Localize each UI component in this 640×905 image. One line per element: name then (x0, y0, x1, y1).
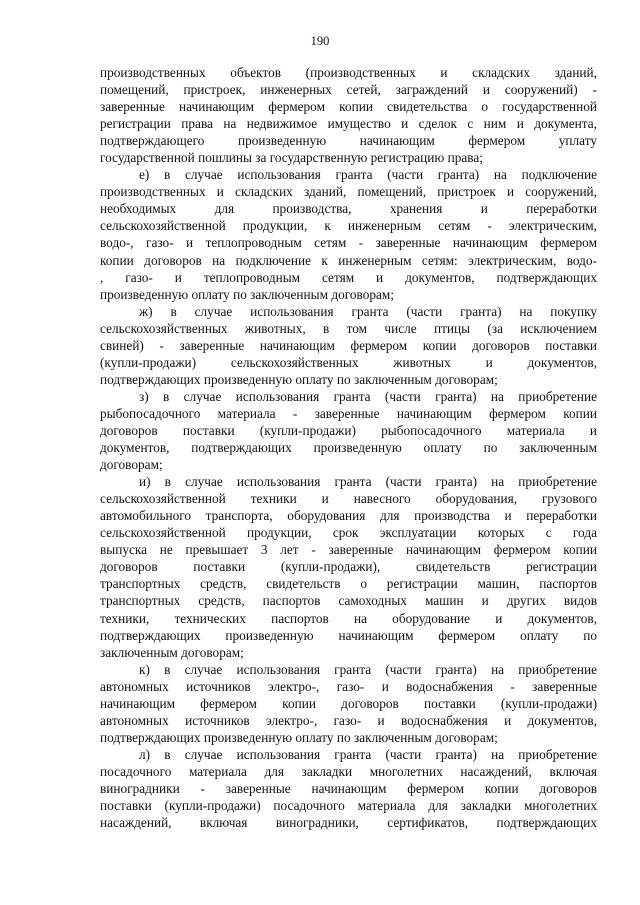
text-line: з) в случае использования гранта (части гранта) на приобретение (139, 388, 597, 404)
text-line: сельскохозяйственных животных, в том числе птицы (за исключением (100, 320, 597, 336)
text-line: копии договоров на подключение к инженерным сетям: электрическим, водо- (100, 252, 597, 268)
text-line: необходимых для производства, хранения и переработки (100, 201, 597, 217)
text-line: посадочного материала для закладки многолетних насаждений, включая (100, 763, 597, 779)
text-line: подтверждающих произведенную оплату по заключенным договорам; (100, 729, 498, 745)
text-line: насаждений, включая виноградники, сертификатов, подтверждающих (100, 815, 597, 831)
text-line: помещений, пристроек, инженерных сетей, заграждений и сооружений) - (100, 82, 597, 98)
text-line: сельскохозяйственной продукции, срок эксплуатации которых с года (100, 525, 597, 541)
text-line: подтверждающих произведенную оплату по заключенным договорам; (100, 371, 498, 387)
text-line: договорам; (100, 457, 163, 473)
text-line: государственной пошлины за государственную регистрацию права; (100, 150, 484, 166)
text-line: поставки (купли-продажи) посадочного материала для закладки многолетних (100, 798, 597, 814)
text-line: регистрации права на недвижимое имущество и сделок с ним и документа, (100, 116, 597, 132)
text-line: транспортных средств, свидетельств о регистрации машин, паспортов (100, 576, 597, 592)
text-line: л) в случае использования гранта (части гранта) на приобретение (139, 746, 597, 762)
text-line: е) в случае использования гранта (части гранта) на подключение (139, 167, 597, 183)
text-line: произведенную оплату по заключенным договорам; (100, 286, 395, 302)
text-line: к) в случае использования гранта (части гранта) на приобретение (139, 661, 597, 677)
text-line: заключенным договорам; (100, 644, 244, 660)
text-line: , газо- и теплопроводным сетям и документов, подтверждающих (100, 269, 597, 285)
text-line: подтверждающего произведенную начинающим фермером уплату (100, 133, 597, 149)
text-line: начинающим фермером копии договоров поставки (купли-продажи) (100, 695, 597, 711)
text-line: автомобильного транспорта, оборудования для производства и переработки (100, 508, 597, 524)
text-line: (купли-продажи) сельскохозяйственных животных и документов, (100, 354, 597, 370)
document-body (100, 64, 597, 831)
text-line: договоров поставки (купли-продажи) рыбопосадочного материала и (100, 422, 597, 438)
text-line: договоров поставки (купли-продажи), свидетельств регистрации (100, 559, 597, 575)
text-line: водо-, газо- и теплопроводным сетям - заверенные начинающим фермером (100, 235, 597, 251)
text-line: подтверждающих произведенную начинающим фермером оплату по (100, 627, 597, 643)
text-line: рыбопосадочного материала - заверенные начинающим фермером копии (100, 405, 597, 421)
text-line: техники, технических паспортов на оборудование и документов, (100, 610, 597, 626)
text-line: транспортных средств, паспортов самоходных машин и других видов (100, 593, 597, 609)
text-line: сельскохозяйственной продукции, к инженерным сетям - электрическим, (100, 218, 597, 234)
text-line: и) в случае использования гранта (части гранта) на приобретение (139, 474, 597, 490)
text-line: автономных источников электро-, газо- и водоснабжения и документов, (100, 712, 597, 728)
text-line: ж) в случае использования гранта (части гранта) на покупку (139, 303, 597, 319)
text-line: сельскохозяйственной техники и навесного оборудования, грузового (100, 491, 597, 507)
text-line: свиней) - заверенные начинающим фермером копии договоров поставки (100, 337, 597, 353)
text-line: производственных и складских зданий, помещений, пристроек и сооружений, (100, 184, 597, 200)
text-line: производственных объектов (производственных и складских зданий, (100, 65, 597, 80)
text-line: выпуска не превышает 3 лет - заверенные начинающим фермером копии (100, 542, 597, 558)
page-number: 190 (310, 34, 330, 48)
text-line: автономных источников электро-, газо- и водоснабжения - заверенные (100, 678, 597, 694)
text-line: документов, подтверждающих произведенную оплату по заключенным (100, 440, 597, 456)
text-line: виноградники - заверенные начинающим фермером копии договоров (100, 780, 597, 796)
text-line: заверенные начинающим фермером копии свидетельства о государственной (100, 99, 597, 115)
